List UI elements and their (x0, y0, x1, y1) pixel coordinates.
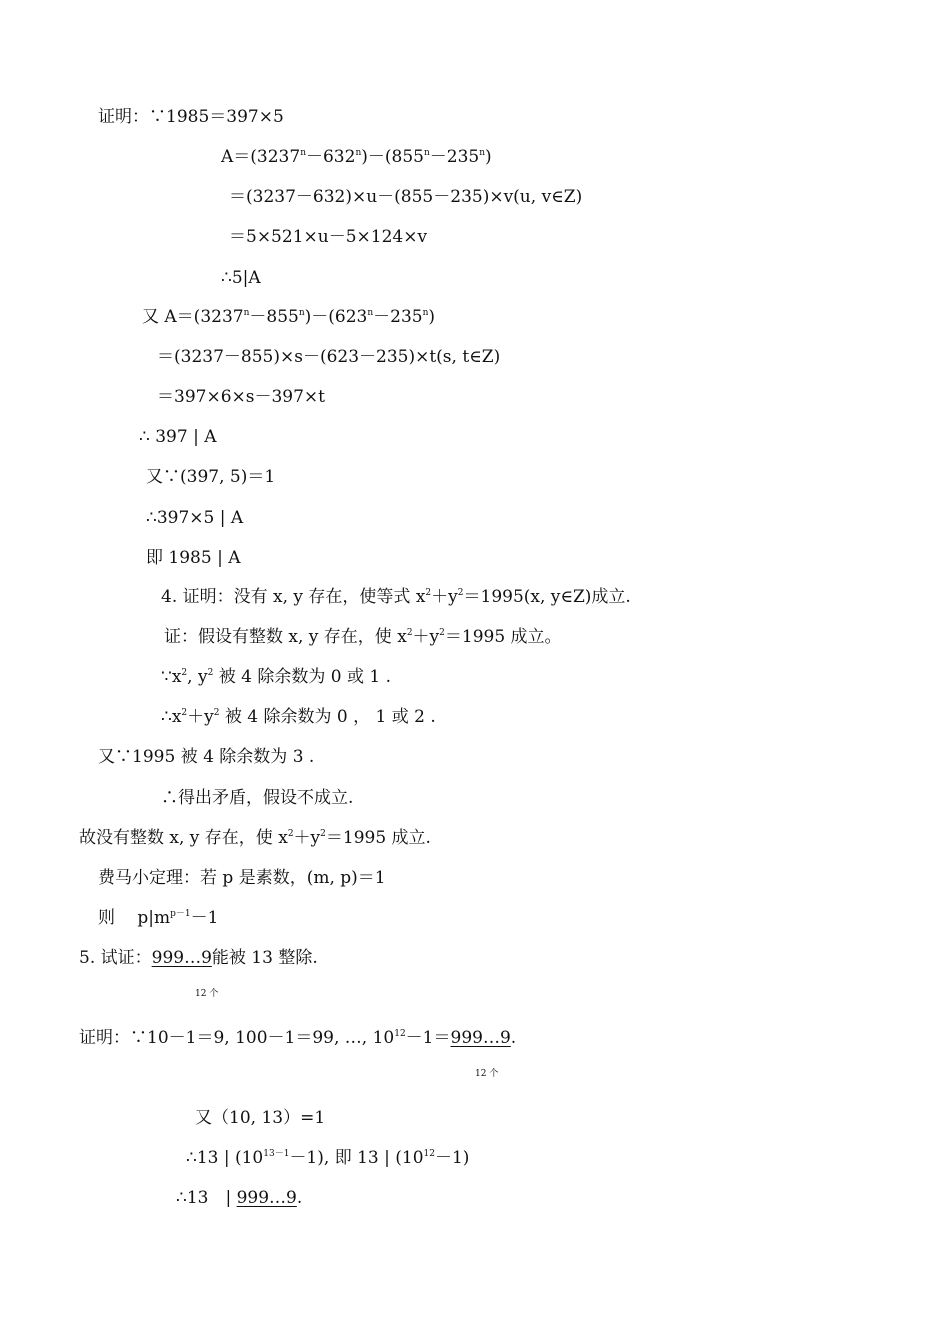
proof-line-10: 又∵(397, 5)＝1 (146, 467, 276, 487)
proof-line-2: $A=(3237^n-632^n)-(855^n-235^n)$ (221, 147, 492, 167)
problem-5-proof-line-2: 又（10, 13）=1 (195, 1108, 326, 1128)
problem-4-step-2: $\therefore x^2+y^2$ 被 4 除余数为 0 ， 1 或 2 . (161, 707, 436, 727)
proof-line-7: ＝(3237－855)×s－(623－235)×t(s, t∈Z) (157, 347, 501, 367)
proof-line-12: 即 1985 | A (146, 548, 241, 568)
proof-line-1: 证明：∵1985＝397×5 (98, 107, 284, 127)
problem-5-statement: 5. 试证：999…9能被 13 整除. (79, 948, 318, 968)
problem-5-proof-line-1: 证明：∵10－1＝9, 100－1＝99, …, $10^{12}-1=999\dots 9$. (79, 1028, 517, 1048)
problem-5-proof-conclusion: ∴13 | 999…9. (176, 1188, 303, 1208)
fermat-theorem-result: 则 $p|m^{p-1}-1$ (98, 908, 219, 928)
problem-4-step-1: $\because x^2$, $y^2$ 被 4 除余数为 0 或 1 . (161, 667, 391, 687)
problem-5-digit-count-note-2: 12 个 (475, 1069, 499, 1079)
problem-4-contradiction: ∴得出矛盾，假设不成立. (161, 788, 354, 808)
problem-4-conclusion: 故没有整数 x, y 存在，使 $x^2+y^2=1995$ 成立. (79, 828, 431, 848)
proof-line-8: ＝397×6×s－397×t (157, 387, 325, 407)
proof-line-6: 又 $A=(3237^n-855^n)-(623^n-235^n)$ (142, 307, 436, 327)
problem-4-assumption: 证：假设有整数 x, y 存在，使 $x^2+y^2=1995$ 成立。 (164, 627, 562, 647)
problem-5-proof-line-3: ∴13 | $(10^{13-1}-1)$, 即 13 | $(10^{12}-1)$ (186, 1148, 470, 1168)
proof-line-4: ＝5×521×u－5×124×v (229, 227, 428, 247)
proof-line-11: ∴397×5 | A (146, 508, 244, 528)
proof-line-9: ∴ 397 | A (139, 427, 217, 447)
fermat-theorem-line: 费马小定理：若 p 是素数，(m, p)＝1 (98, 868, 386, 888)
problem-5-digit-count-note: 12 个 (195, 989, 219, 999)
proof-line-5: ∴5|A (221, 268, 261, 288)
problem-4-step-3: 又∵1995 被 4 除余数为 3 . (98, 747, 315, 767)
proof-line-3: ＝(3237－632)×u－(855－235)×v(u, v∈Z) (229, 187, 583, 207)
problem-4-statement: 4. 证明：没有 x, y 存在，使等式 $x^2+y^2=1995(x$, y∈Z)成立. (161, 587, 631, 607)
